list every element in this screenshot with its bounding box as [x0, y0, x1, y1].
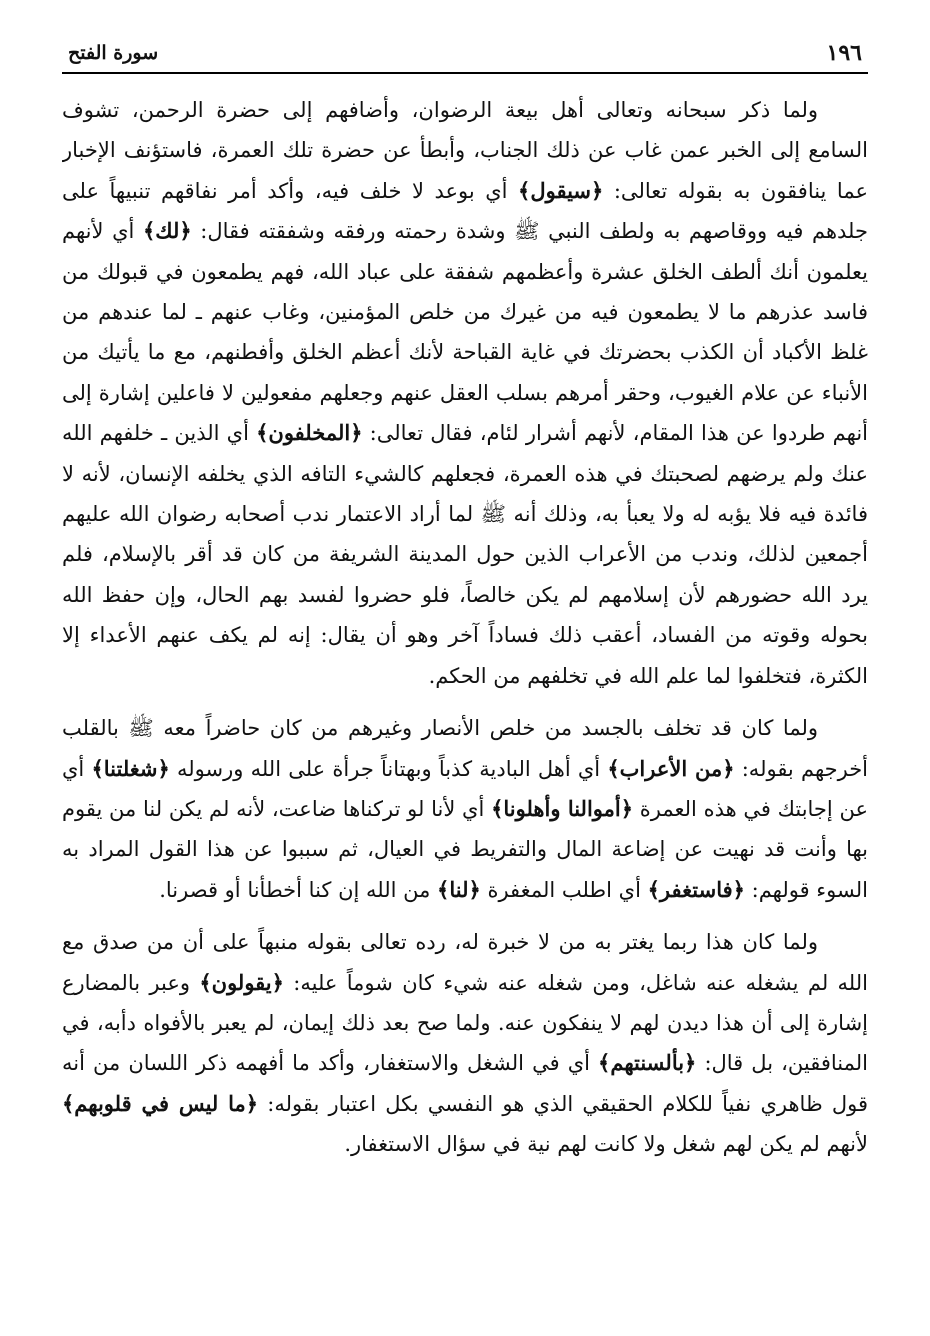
quran-quote: ﴿شغلتنا﴾	[91, 755, 170, 781]
paragraph-1	[62, 90, 868, 696]
paragraph-text: أي اطلب المغفرة	[480, 877, 648, 902]
paragraph-text: أي أهل البادية كذباً وبهتاناً جرأة على الله ورسوله	[169, 756, 608, 781]
quran-quote: ﴿فاستغفر﴾	[647, 876, 745, 902]
paragraph-2	[62, 708, 868, 910]
paragraph-text: ولما كان قد تخلف بالجسد من خلص الأنصار وغيرهم من كان حاضراً معه ﷺ بالقلب أخرجهم بقوله:	[62, 716, 868, 781]
paragraph-text: أي الذين ـ خلفهم الله عنك ولم يرضهم لصحبتك في هذه العمرة، فجعلهم كالشيء التافه الذي يخلفه الإنسان، لأنه لا فائدة فيه فلا يؤبه له ولا يعبأ به، وذلك أنه ﷺ لما أراد الاعتمار ندب أصحابه رضوان الله عليهم أجمعين لذلك، وندب من الأعراب الذين حول المدينة الشريفة من كان قد أقر بالإسلام، فلم يرد الله حضورهم لأن إسلامهم لم يكن خالصاً، فلو حضروا لفسد بهم الحال، وإن حفظ الله بحوله وقوته من الفساد، أعقب ذلك فساداً آخر وهو أن يقال: إنه لم يكف عنهم الأعداء إلا الكثرة، فتخلفوا لما علم الله في تخلفهم من الحكم.	[62, 421, 868, 688]
quran-quote: ﴿من الأعراب﴾	[607, 755, 735, 781]
quran-quote: ﴿لنا﴾	[437, 876, 481, 902]
quran-quote: ﴿يقولون﴾	[199, 969, 284, 995]
page-number: ١٩٦	[826, 40, 862, 66]
quran-quote: ﴿بألسنتهم﴾	[598, 1050, 697, 1076]
paragraph-text: أي في الشغل والاستغفار، وأكد ما أفهمه ذكر اللسان من أنه قول ظاهري نفياً للكلام الحقيقي الذي هو النفسي بكل اعتبار بقوله:	[62, 1051, 868, 1116]
paragraph-3	[62, 922, 868, 1164]
quran-quote: ﴿سيقول﴾	[518, 177, 604, 203]
paragraph-text: وعبر بالمضارع إشارة إلى أن هذا ديدن لهم لا ينفكون عنه. ولما صح بعد ذلك إيمان، لم يعبر بالأفواه دأبه، في المنافقين، بل قال:	[62, 970, 868, 1076]
paragraph-text: أي بوعد لا خلف فيه، وأكد أمر نفاقهم تنبيهاً على جلدهم فيه ووقاصهم به ولطف النبي ﷺ وشدة رحمته ورفقه وشفقته فقال:	[62, 178, 868, 244]
quran-quote: ﴿ما ليس في قلوبهم﴾	[62, 1090, 259, 1116]
quran-quote: ﴿لك﴾	[142, 218, 192, 244]
page-header	[62, 36, 868, 74]
paragraph-text: أي لأنهم يعلمون أنك ألطف الخلق عشرة وأعظمهم شفقة على عباد الله، فهم يطمعون في قبولك من فاسد عذرهم ما لا يطمعون فيه من غيرك من خلص المؤمنين، وغاب عنهم ـ لما عندهم من غلظ الأكباد أن الكذب بحضرتك في غاية القباحة لأنك أعظم الخلق وأفطنهم، مع ما يأتيك من الأنباء عن علام الغيوب، وحقر أمرهم بسلب العقل عنهم وجعلهم مفعولين لا فاعلين إشارة إلى أنهم طردوا عن هذا المقام، لأنهم أشرار لئام، فقال تعالى:	[62, 219, 868, 446]
page-content	[62, 90, 868, 1306]
paragraph-text: ولما كان هذا ربما يغتر به من لا خبرة له، رده تعالى بقوله منبهاً على أن من صدق مع الله لم يشغله عنه شاغل، ومن شغله عنه شيء كان شوماً عليه:	[62, 930, 868, 995]
quran-quote: ﴿أموالنا وأهلونا﴾	[491, 795, 634, 821]
surah-title: سورة الفتح	[68, 42, 159, 64]
paragraph-text: ولما ذكر سبحانه وتعالى أهل بيعة الرضوان، وأضافهم إلى حضرة الرحمن، تشوف السامع إلى الخبر عمن غاب عن ذلك الجناب، وأبطأ عن حضرة تلك العمرة، فاستؤنف الإخبار عما ينافقون به بقوله تعالى:	[62, 98, 868, 203]
paragraph-text: لأنهم لم يكن لهم شغل ولا كانت لهم نية في سؤال الاستغفار.	[344, 1132, 868, 1157]
paragraph-text: أي عن إجابتك في هذه العمرة	[62, 756, 868, 821]
paragraph-text: من الله إن كنا أخطأنا أو قصرنا.	[159, 877, 438, 902]
paragraph-text: أي لأنا لو تركناها ضاعت، لأنه لم يكن لنا من يقوم بها وأنت قد نهيت عن إضاعة المال والتفريط في العيال، ثم سببوا عن هذا القول المراد به السوء قولهم:	[62, 796, 868, 902]
quran-quote: ﴿المخلفون﴾	[256, 420, 363, 446]
